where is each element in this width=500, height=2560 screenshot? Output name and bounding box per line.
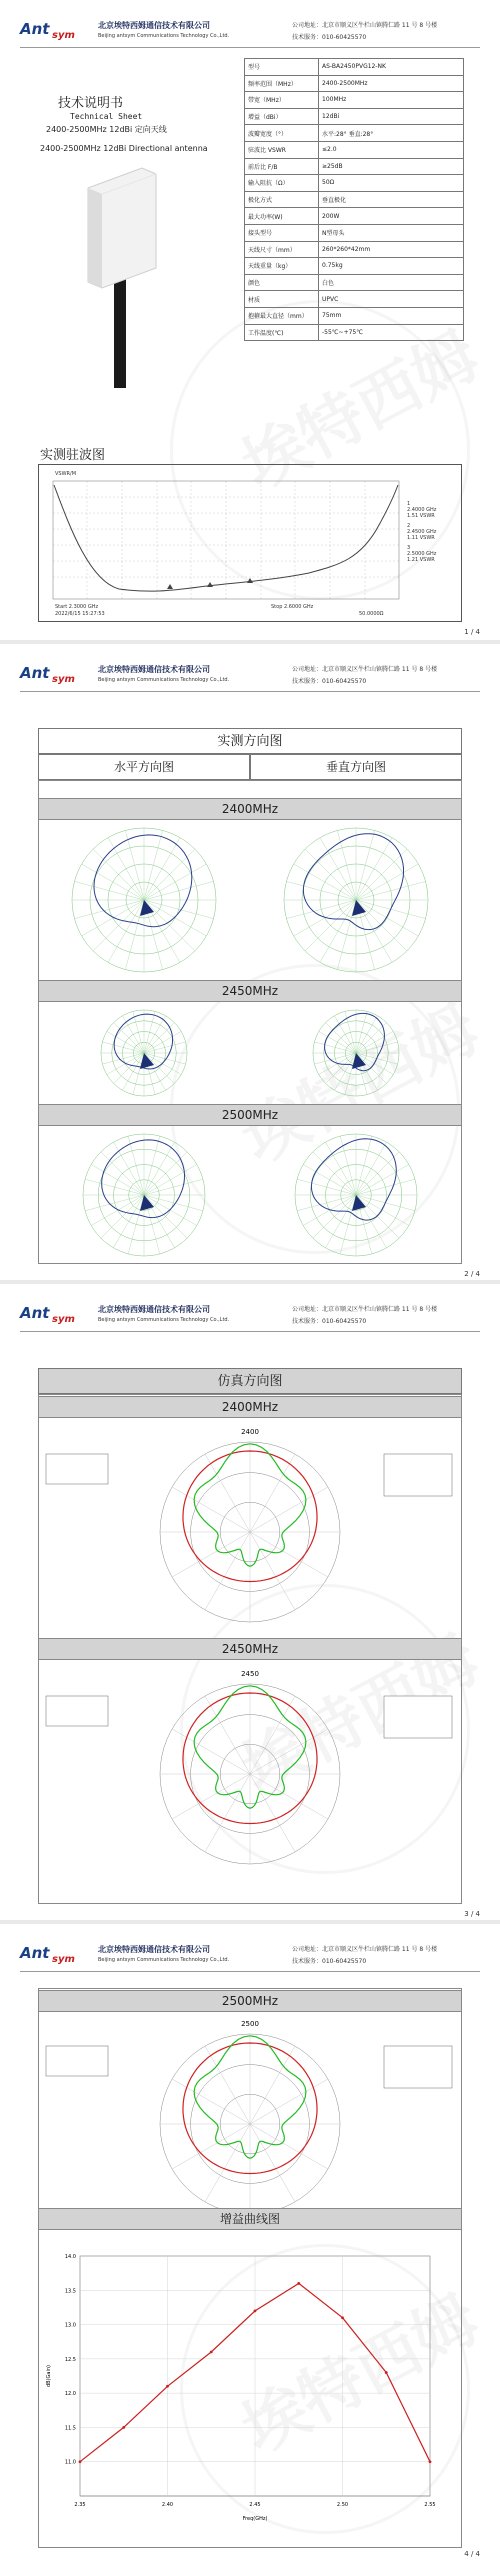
spec-value: 100MHz xyxy=(319,92,464,109)
sim-plot-title: 2400 xyxy=(241,1428,259,1436)
sim-marker-table xyxy=(46,1696,108,1726)
spec-value: N型母头 xyxy=(319,224,464,241)
spec-row xyxy=(245,191,464,208)
page-number: 2 / 4 xyxy=(464,1270,480,1278)
measured-polar-2450MHz-vertical xyxy=(256,1004,456,1102)
gain-xtick: 2.35 xyxy=(74,2502,86,2508)
vswr-marker-3-id: 3 xyxy=(407,545,411,551)
logo-main: Ant xyxy=(20,1304,50,1322)
gain-point xyxy=(429,2460,432,2463)
measured-pattern-title: 实测方向图 xyxy=(38,728,462,754)
logo-main: Ant xyxy=(20,664,50,682)
page-4 xyxy=(0,1924,500,2560)
gain-xtick: 2.45 xyxy=(249,2502,261,2508)
company-name-cn: 北京埃特西姆通信技术有限公司 xyxy=(98,21,210,30)
spec-row xyxy=(245,258,464,275)
spec-key: 型号 xyxy=(245,59,319,76)
sim-pattern-title: 仿真方向图 xyxy=(38,1368,462,1394)
spec-value: UPVC xyxy=(319,291,464,308)
sim-polar-grid xyxy=(160,2034,340,2214)
spec-value: 200W xyxy=(319,208,464,225)
gain-point xyxy=(166,2385,169,2388)
measured-polar-2400MHz-horizontal xyxy=(44,822,244,978)
gain-ytick: 13.0 xyxy=(64,2322,76,2329)
band-2400: 2400MHz xyxy=(38,798,462,820)
page-number: 3 / 4 xyxy=(464,1910,480,1918)
company-name-cn: 北京埃特西姆通信技术有限公司 xyxy=(98,665,210,674)
vswr-marker-2-freq: 2.4500 GHz xyxy=(407,529,437,535)
logo-sub: sym xyxy=(52,674,75,685)
measured-polar-2400MHz-vertical xyxy=(256,822,456,978)
vswr-marker-1-id: 1 xyxy=(407,501,411,507)
vswr-marker-2-id: 2 xyxy=(407,523,411,529)
sim-band-2450: 2450MHz xyxy=(38,1638,462,1660)
spec-value: 75mm xyxy=(319,307,464,324)
company-logo xyxy=(20,662,78,690)
sim-polar-2450 xyxy=(40,1666,460,1876)
spec-key: 波瓣宽度（°） xyxy=(245,125,319,142)
company-address: 公司地址：北京市顺义区牛栏山镇腾仁路 11 号 8 号楼 xyxy=(292,22,438,29)
sim-polar-grid xyxy=(160,1684,340,1864)
sim-plot-title: 2500 xyxy=(241,2020,259,2028)
spec-value: 50Ω xyxy=(319,175,464,192)
vswr-datetime: 2022/6/15 15:27:53 xyxy=(55,611,105,617)
band-2500: 2500MHz xyxy=(38,1104,462,1126)
sim-legend xyxy=(384,1454,452,1496)
spec-row xyxy=(245,208,464,225)
spec-value: 白色 xyxy=(319,274,464,291)
company-name-en: Beijing antsym Communications Technology Co.,Ltd. xyxy=(98,677,230,683)
company-name-cn: 北京埃特西姆通信技术有限公司 xyxy=(98,1305,210,1314)
spec-row xyxy=(245,241,464,258)
gain-ytick: 12.0 xyxy=(64,2391,76,2398)
vswr-title: 实测驻波图 xyxy=(40,448,106,463)
sim-marker-table xyxy=(46,2046,108,2076)
spec-value: ≤2.0 xyxy=(319,141,464,158)
spec-row xyxy=(245,224,464,241)
company-address: 公司地址：北京市顺义区牛栏山镇腾仁路 11 号 8 号楼 xyxy=(292,1306,438,1313)
spec-key: 天线重量（kg） xyxy=(245,258,319,275)
vswr-marker-1-freq: 2.4000 GHz xyxy=(407,507,437,513)
company-hotline: 技术服务：010-60425570 xyxy=(292,34,367,41)
spec-key: 工作温度(℃) xyxy=(245,324,319,341)
gain-point xyxy=(254,2309,257,2312)
spec-key: 天线尺寸（mm） xyxy=(245,241,319,258)
spec-row xyxy=(245,274,464,291)
vswr-marker-3-freq: 2.5000 GHz xyxy=(407,551,437,557)
spec-row xyxy=(245,75,464,92)
gain-point xyxy=(210,2351,213,2354)
measured-polar-2450MHz-horizontal xyxy=(44,1004,244,1102)
spec-value: 12dBi xyxy=(319,108,464,125)
col-horizontal: 水平方向图 xyxy=(38,754,250,780)
gain-ytick: 11.5 xyxy=(64,2425,76,2432)
spec-row xyxy=(245,291,464,308)
spec-key: 增益（dBi） xyxy=(245,108,319,125)
vswr-chart xyxy=(39,465,461,621)
page-number: 4 / 4 xyxy=(464,2550,480,2558)
sim-band-2500: 2500MHz xyxy=(38,1990,462,2012)
spec-value: AS-BA2450PVG12-NK xyxy=(319,59,464,76)
company-hotline: 技术服务：010-60425570 xyxy=(292,1958,367,1965)
spec-table xyxy=(244,58,464,341)
vswr-chart-frame xyxy=(38,464,462,622)
sim-band-2400: 2400MHz xyxy=(38,1396,462,1418)
gain-ytick: 11.0 xyxy=(64,2459,76,2466)
doc-title-en: Technical Sheet xyxy=(70,112,143,121)
spec-key: 驻波比 VSWR xyxy=(245,141,319,158)
vswr-start: Start 2.3000 GHz xyxy=(55,604,99,610)
page-3 xyxy=(0,1284,500,1920)
page-header xyxy=(20,660,480,692)
spec-row xyxy=(245,59,464,76)
spec-row xyxy=(245,175,464,192)
spec-key: 带宽（MHz） xyxy=(245,92,319,109)
company-logo xyxy=(20,1942,78,1970)
spec-row xyxy=(245,141,464,158)
sim-polar-2400 xyxy=(40,1424,460,1634)
company-address: 公司地址：北京市顺义区牛栏山镇腾仁路 11 号 8 号楼 xyxy=(292,666,438,673)
vswr-marker-3-val: 1.21 VSWR xyxy=(407,557,435,563)
spec-row xyxy=(245,158,464,175)
gain-point xyxy=(79,2460,82,2463)
spec-key: 频率范围（MHz） xyxy=(245,75,319,92)
doc-subtitle-en: 2400-2500MHz 12dBi Directional antenna xyxy=(40,144,208,153)
doc-title: 技术说明书 xyxy=(58,96,124,111)
spec-key: 输入阻抗（Ω） xyxy=(245,175,319,192)
company-name-en: Beijing antsym Communications Technology Co.,Ltd. xyxy=(98,1317,230,1323)
gain-title: 增益曲线图 xyxy=(38,2208,462,2230)
antenna-photo xyxy=(74,160,174,390)
gain-ytick: 13.5 xyxy=(64,2288,76,2295)
company-logo xyxy=(20,18,78,46)
spec-value: 水平:28° 垂直:28° xyxy=(319,125,464,142)
spec-value: 260*260*42mm xyxy=(319,241,464,258)
company-hotline: 技术服务：010-60425570 xyxy=(292,1318,367,1325)
gain-point xyxy=(122,2426,125,2429)
spec-row xyxy=(245,108,464,125)
vswr-marker-2-val: 1.11 VSWR xyxy=(407,535,435,541)
sim-legend xyxy=(384,2046,452,2088)
measured-polar-2500MHz-vertical xyxy=(256,1128,456,1262)
spec-key: 抱箍最大直径（mm） xyxy=(245,307,319,324)
logo-sub: sym xyxy=(52,30,75,41)
vswr-ref: 50.0000Ω xyxy=(359,611,384,617)
gain-ylabel: dB(Gain) xyxy=(46,2364,52,2388)
company-logo xyxy=(20,1302,78,1330)
spec-key: 前后比 F/B xyxy=(245,158,319,175)
spec-value: ≥25dB xyxy=(319,158,464,175)
spec-row xyxy=(245,307,464,324)
gain-xtick: 2.50 xyxy=(336,2502,349,2508)
spec-row xyxy=(245,125,464,142)
spec-value: 2400-2500MHz xyxy=(319,75,464,92)
gain-point xyxy=(297,2282,300,2285)
gain-xlabel: Freq(GHz) xyxy=(242,2516,268,2522)
page-header xyxy=(20,16,480,48)
spec-key: 最大功率(W) xyxy=(245,208,319,225)
page-2 xyxy=(0,644,500,1280)
gain-point xyxy=(341,2316,344,2319)
gain-xtick: 2.55 xyxy=(424,2502,436,2508)
gain-chart xyxy=(40,2236,460,2536)
spec-key: 接头型号 xyxy=(245,224,319,241)
page-1 xyxy=(0,0,500,640)
logo-main: Ant xyxy=(20,20,50,38)
gain-xtick: 2.40 xyxy=(161,2502,174,2508)
company-name-en: Beijing antsym Communications Technology Co.,Ltd. xyxy=(98,33,230,39)
logo-sub: sym xyxy=(52,1314,75,1325)
sim-marker-table xyxy=(46,1454,108,1484)
spec-value: 0.75kg xyxy=(319,258,464,275)
band-2450: 2450MHz xyxy=(38,980,462,1002)
spec-value: 垂直极化 xyxy=(319,191,464,208)
spec-value: -55℃~+75℃ xyxy=(319,324,464,341)
vswr-stop: Stop 2.6000 GHz xyxy=(271,604,314,610)
spec-key: 极化方式 xyxy=(245,191,319,208)
company-address: 公司地址：北京市顺义区牛栏山镇腾仁路 11 号 8 号楼 xyxy=(292,1946,438,1953)
col-vertical: 垂直方向图 xyxy=(250,754,462,780)
spec-row xyxy=(245,92,464,109)
sim-polar-2500 xyxy=(40,2016,460,2226)
page-header xyxy=(20,1940,480,1972)
measured-polar-2500MHz-horizontal xyxy=(44,1128,244,1262)
vswr-marker-1-val: 1.51 VSWR xyxy=(407,513,435,519)
sim-legend xyxy=(384,1696,452,1738)
company-name-cn: 北京埃特西姆通信技术有限公司 xyxy=(98,1945,210,1954)
vswr-top-label: VSWR/M xyxy=(55,471,77,477)
spec-row xyxy=(245,324,464,341)
gain-ytick: 14.0 xyxy=(64,2254,76,2260)
sim-plot-title: 2450 xyxy=(241,1670,259,1678)
page-header xyxy=(20,1300,480,1332)
spec-key: 颜色 xyxy=(245,274,319,291)
company-hotline: 技术服务：010-60425570 xyxy=(292,678,367,685)
page-number: 1 / 4 xyxy=(464,628,480,636)
logo-main: Ant xyxy=(20,1944,50,1962)
gain-point xyxy=(385,2371,388,2374)
company-name-en: Beijing antsym Communications Technology Co.,Ltd. xyxy=(98,1957,230,1963)
sim-polar-grid xyxy=(160,1442,340,1622)
logo-sub: sym xyxy=(52,1954,75,1965)
doc-subtitle: 2400-2500MHz 12dBi 定向天线 xyxy=(46,125,167,134)
spec-key: 材质 xyxy=(245,291,319,308)
gain-ytick: 12.5 xyxy=(64,2356,76,2363)
